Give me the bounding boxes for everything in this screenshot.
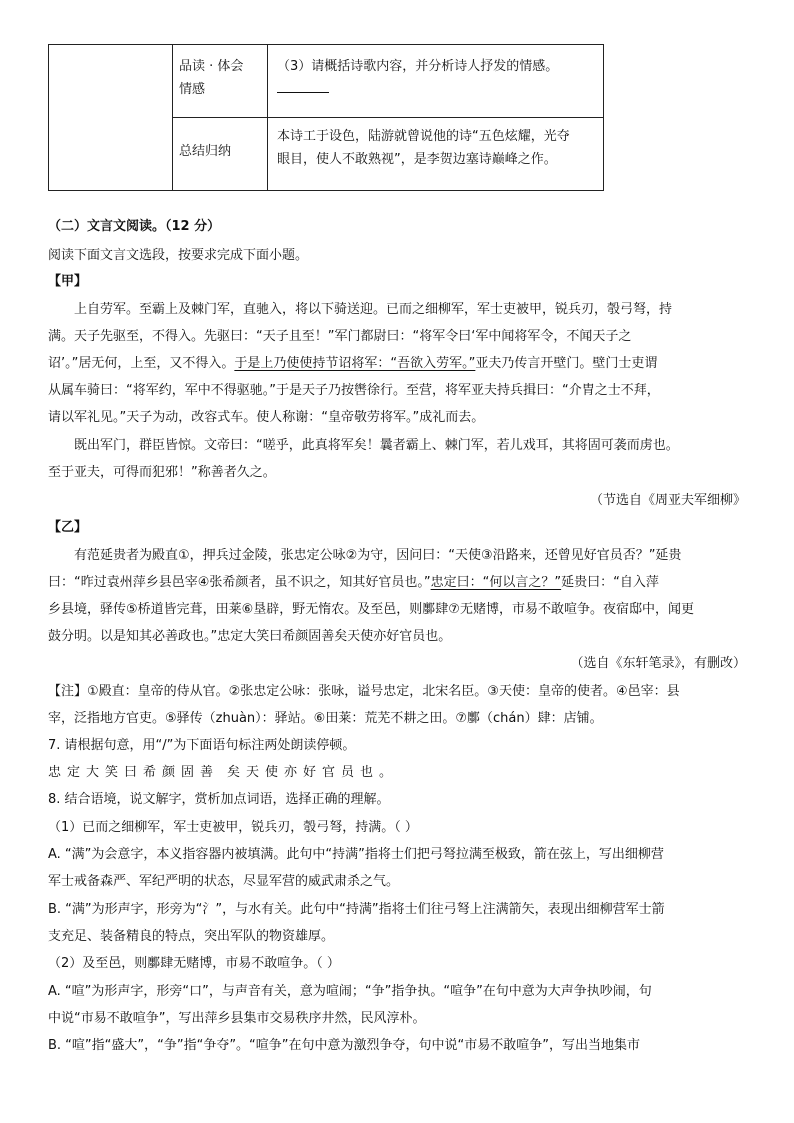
question-7-sentence[interactable]: 忠定大笑曰希颜固善 矣天使亦好官员也。 [48, 765, 399, 780]
table-row1-content: （3）请概括诗歌内容，并分析诗人抒发的情感。 [277, 55, 558, 101]
passage-line: 乡县境，驿传⑤桥道皆完葺，田莱⑥垦辟，野无惰农。及至邑，则鄽肆⑦无赌博，市易不敢喧争。夜宿邸中，闻更 [48, 602, 694, 617]
passage-line: 请以军礼见。”天子为动，改容式车。使人称谢：“皇帝敬劳将军。”成礼而去。 [48, 410, 485, 425]
instruction-text: 阅读下面文言文选段，按要求完成下面小题。 [48, 248, 309, 263]
option-a[interactable]: A. “喧”为形声字，形旁“口”，与声音有关，意为喧闹；“争”指争执。“喧争”在句中意为大声争执吵闹，句 [48, 984, 652, 999]
option-b[interactable]: B. “喧”指“盛大”，“争”指“争夺”。“喧争”在句中意为激烈争夺，句中说“市易不敢喧争”，写出当地集市 [48, 1038, 641, 1053]
question-8-1: （1）已而之细柳军，军士吏被甲，锐兵刃，彀弓弩，持满。（ ） [48, 820, 418, 835]
question-8: 8. 结合语境，说文解字，赏析加点词语，选择正确的理解。 [48, 792, 390, 807]
poetry-analysis-table [48, 44, 604, 191]
table-row2-label: 总结归纳 [179, 144, 232, 159]
passage-line: 上自劳军。至霸上及棘门军，直驰入，将以下骑送迎。已而之细柳军，军士吏被甲，锐兵刃，彀弓弩，持 [74, 302, 673, 317]
table-row2-content: 本诗工于设色，陆游就曾说他的诗“五色炫耀，光夺 眼目，使人不敢熟视”，是李贺边塞诗巅峰之作。 [277, 129, 570, 167]
answer-blank[interactable] [277, 78, 329, 93]
question-8-2: （2）及至邑，则鄽肆无赌博，市易不敢喧争。（ ） [48, 956, 340, 971]
option-a[interactable]: A. “满”为会意字，本义指容器内被填满。此句中“持满”指将士们把弓弩拉满至极致，箭在弦上，写出细柳营 [48, 847, 664, 862]
option-b-cont: 支充足、装备精良的特点，突出军队的物资雄厚。 [48, 929, 335, 944]
question-7: 7. 请根据句意，用“/”为下面语句标注两处朗读停顿。 [48, 738, 356, 753]
passage-line: 至于亚夫，可得而犯邪！”称善者久之。 [48, 465, 276, 480]
option-b[interactable]: B. “满”为形声字，形旁为“氵”，与水有关。此句中“持满”指将士们往弓弩上注满箭矢，表现出细柳营军士箭 [48, 902, 665, 917]
table-divider [172, 117, 603, 118]
option-a-cont: 军士戒备森严、军纪严明的状态，尽显军营的威武肃杀之气。 [48, 874, 400, 889]
underlined-sentence: 于是上乃使使持节诏将军：“吾欲入劳军。” [234, 356, 476, 371]
passage-jia-label: 【甲】 [48, 274, 88, 289]
passage-yi-label: 【乙】 [48, 520, 88, 535]
section-heading: （二）文言文阅读。（12 分） [48, 219, 221, 234]
passage-line: 既出军门，群臣皆惊。文帝曰：“嗟乎，此真将军矣！曩者霸上、棘门军，若儿戏耳，其将固可袭而虏也。 [74, 438, 679, 453]
option-a-cont: 中说“市易不敢喧争”，写出萍乡县集市交易秩序井然，民风淳朴。 [48, 1011, 426, 1026]
notes: 【注】①殿直：皇帝的侍从官。②张忠定公咏：张咏，谥号忠定，北宋名臣。③天使：皇帝的使者。④邑宰：县 [48, 684, 680, 699]
passage-line: 从属车骑曰：“将军约，军中不得驱驰。”于是天子乃按辔徐行。至营，将军亚夫持兵揖曰：“介胄之士不拜， [48, 383, 660, 398]
source-citation: （选自《东轩笔录》，有删改） [570, 656, 746, 671]
notes: 宰，泛指地方官吏。⑤驿传（zhuàn）：驿站。⑥田莱：荒芜不耕之田。⑦鄽（chán）肆：店铺。 [48, 711, 603, 726]
passage-line: 鼓分明。以是知其必善政也。”忠定大笑曰希颜固善矣天使亦好官员也。 [48, 629, 452, 644]
passage-line: 曰：“昨过袁州萍乡县邑宰④张希颜者，虽不识之，知其好官员也。”忠定曰：“何以言之？”延贵曰：“自入萍 [48, 575, 659, 590]
underlined-sentence: 忠定曰：“何以言之？” [430, 575, 562, 590]
source-citation: （节选自《周亚夫军细柳》 [589, 493, 746, 508]
passage-line: 诏’。”居无何，上至，又不得入。于是上乃使使持节诏将军：“吾欲入劳军。”亚夫乃传言开壁门。壁门士吏谓 [48, 356, 658, 371]
table-row1-label: 品读 · 体会 情感 [179, 59, 244, 97]
passage-line: 有范延贵者为殿直①，押兵过金陵，张忠定公咏②为守，因问曰：“天使③沿路来，还曾见好官员否？”延贵 [74, 548, 682, 563]
passage-line: 满。天子先驱至，不得入。先驱曰：“天子且至！”军门都尉曰：“将军令曰‘军中闻将军令，不闻天子之 [48, 329, 632, 344]
